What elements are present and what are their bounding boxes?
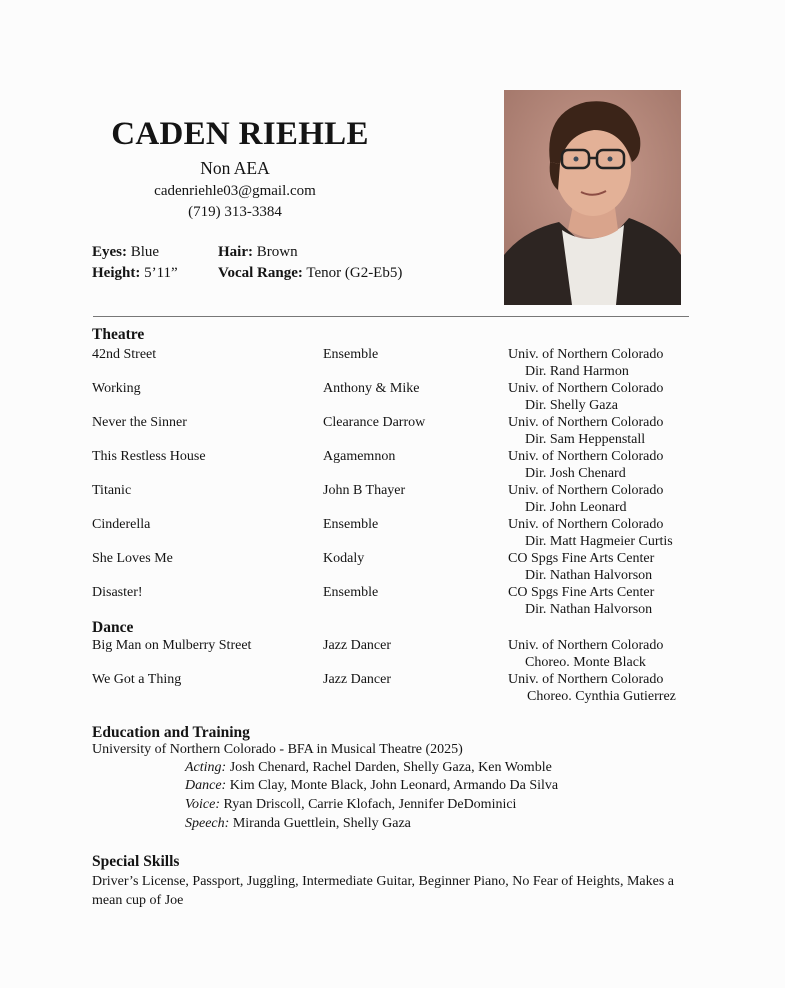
theatre-show: This Restless House bbox=[92, 449, 206, 464]
vocal-label: Vocal Range: bbox=[218, 265, 303, 281]
dance-show: We Got a Thing bbox=[92, 672, 182, 687]
theatre-director: Dir. Shelly Gaza bbox=[525, 398, 618, 413]
stat-vocal-range bbox=[218, 265, 402, 282]
eyes-label: Eyes: bbox=[92, 244, 127, 260]
training-names: Josh Chenard, Rachel Darden, Shelly Gaza, Ken Womble bbox=[229, 760, 552, 775]
theatre-venue: Univ. of Northern Colorado bbox=[508, 449, 664, 464]
resume-name: CADEN RIEHLE bbox=[111, 116, 369, 152]
theatre-role: Agamemnon bbox=[323, 449, 396, 464]
union-status: Non AEA bbox=[200, 158, 270, 178]
theatre-show: Titanic bbox=[92, 483, 132, 498]
theatre-heading: Theatre bbox=[92, 326, 145, 343]
theatre-show: She Loves Me bbox=[92, 551, 173, 566]
theatre-role: Anthony & Mike bbox=[323, 381, 420, 396]
training-label: Voice: bbox=[185, 797, 220, 812]
theatre-venue: Univ. of Northern Colorado bbox=[508, 347, 664, 362]
theatre-role: Ensemble bbox=[323, 517, 379, 532]
skills-text: Driver’s License, Passport, Juggling, Intermediate Guitar, Beginner Piano, No Fear of Heights, Makes a mean cup of Joe bbox=[92, 874, 674, 908]
stat-eyes bbox=[92, 244, 159, 261]
training-names: Ryan Driscoll, Carrie Klofach, Jennifer DeDominici bbox=[223, 797, 517, 812]
theatre-venue: CO Spgs Fine Arts Center bbox=[508, 585, 655, 600]
header-divider bbox=[93, 316, 689, 317]
theatre-venue: Univ. of Northern Colorado bbox=[508, 483, 664, 498]
theatre-director: Dir. Matt Hagmeier Curtis bbox=[525, 534, 673, 549]
theatre-role: Kodaly bbox=[323, 551, 365, 566]
dance-role: Jazz Dancer bbox=[323, 638, 392, 653]
theatre-director: Dir. Sam Heppenstall bbox=[525, 432, 646, 447]
theatre-show: Never the Sinner bbox=[92, 415, 187, 430]
theatre-director: Dir. Nathan Halvorson bbox=[525, 568, 653, 583]
theatre-venue: CO Spgs Fine Arts Center bbox=[508, 551, 655, 566]
phone-number: (719) 313-3384 bbox=[188, 204, 282, 220]
stat-height bbox=[92, 265, 178, 282]
training-voice bbox=[185, 797, 516, 813]
training-names: Kim Clay, Monte Black, John Leonard, Armando Da Silva bbox=[229, 778, 559, 793]
theatre-director: Dir. Rand Harmon bbox=[525, 364, 629, 379]
hair-value: Brown bbox=[256, 244, 298, 260]
theatre-role: Clearance Darrow bbox=[323, 415, 426, 430]
training-label: Speech: bbox=[185, 816, 230, 831]
theatre-show: Disaster! bbox=[92, 585, 143, 600]
theatre-show: Working bbox=[92, 381, 141, 396]
hair-label: Hair: bbox=[218, 244, 253, 260]
dance-venue: Univ. of Northern Colorado bbox=[508, 672, 664, 687]
theatre-role: Ensemble bbox=[323, 347, 379, 362]
theatre-role: John B Thayer bbox=[323, 483, 406, 498]
training-dance bbox=[185, 778, 558, 794]
theatre-show: 42nd Street bbox=[92, 347, 157, 362]
height-label: Height: bbox=[92, 265, 141, 281]
dance-choreographer: Choreo. Cynthia Gutierrez bbox=[527, 689, 676, 704]
vocal-value: Tenor (G2-Eb5) bbox=[306, 265, 403, 281]
education-heading: Education and Training bbox=[92, 724, 250, 741]
theatre-director: Dir. John Leonard bbox=[525, 500, 627, 515]
training-speech bbox=[185, 816, 411, 832]
training-label: Dance: bbox=[185, 778, 227, 793]
theatre-director: Dir. Josh Chenard bbox=[525, 466, 626, 481]
theatre-show: Cinderella bbox=[92, 517, 151, 532]
theatre-role: Ensemble bbox=[323, 585, 379, 600]
dance-heading: Dance bbox=[92, 619, 134, 636]
headshot-photo bbox=[504, 90, 681, 305]
training-acting bbox=[185, 760, 552, 776]
stat-hair bbox=[218, 244, 298, 261]
eyes-value: Blue bbox=[130, 244, 160, 260]
skills-heading: Special Skills bbox=[92, 853, 180, 870]
email-address: cadenriehle03@gmail.com bbox=[154, 183, 316, 199]
dance-venue: Univ. of Northern Colorado bbox=[508, 638, 664, 653]
height-value: 5’11” bbox=[144, 265, 178, 281]
dance-show: Big Man on Mulberry Street bbox=[92, 638, 252, 653]
education-degree: University of Northern Colorado - BFA in Musical Theatre (2025) bbox=[92, 742, 463, 757]
theatre-venue: Univ. of Northern Colorado bbox=[508, 517, 664, 532]
dance-role: Jazz Dancer bbox=[323, 672, 392, 687]
theatre-director: Dir. Nathan Halvorson bbox=[525, 602, 653, 617]
dance-choreographer: Choreo. Monte Black bbox=[525, 655, 646, 670]
theatre-venue: Univ. of Northern Colorado bbox=[508, 415, 664, 430]
theatre-venue: Univ. of Northern Colorado bbox=[508, 381, 664, 396]
training-label: Acting: bbox=[185, 760, 227, 775]
training-names: Miranda Guettlein, Shelly Gaza bbox=[232, 816, 411, 831]
